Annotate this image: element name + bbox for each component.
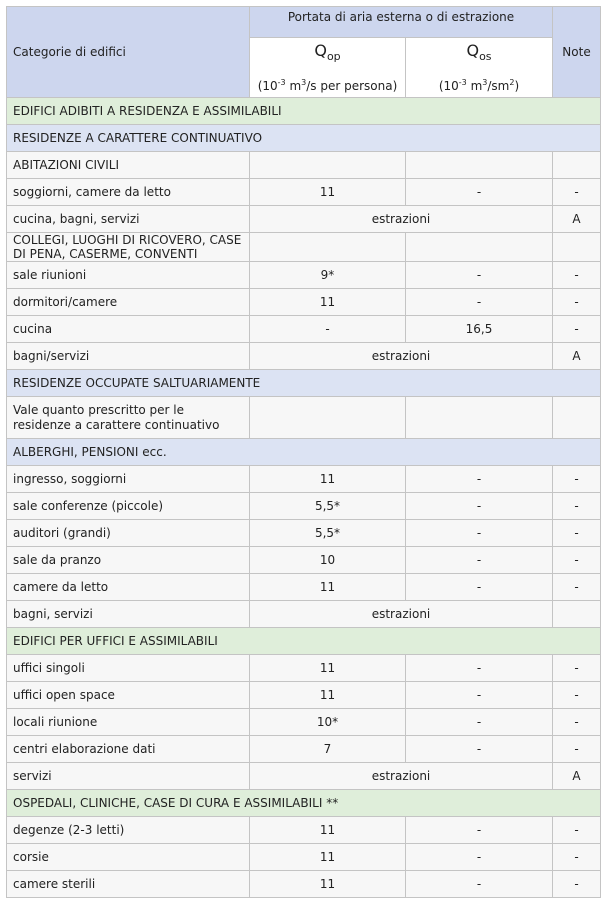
- note-value: -: [553, 262, 601, 289]
- empty-cell: [553, 233, 601, 262]
- qop-column-header: $Q_{op}$ ($10^{-3}$ $m^3/s$ per persona): [250, 38, 406, 98]
- note-value: -: [553, 493, 601, 520]
- qos-value: -: [406, 262, 553, 289]
- qos-value: -: [406, 466, 553, 493]
- subsection-row: [7, 439, 601, 466]
- row-label: soggiorni, camere da letto: [7, 179, 250, 206]
- subsection-heading: RESIDENZE OCCUPATE SALTUARIAMENTE: [7, 370, 601, 397]
- table-row: [7, 655, 601, 682]
- table-row: [7, 547, 601, 574]
- note-value: -: [553, 655, 601, 682]
- note-value: -: [553, 682, 601, 709]
- empty-cell: [406, 397, 553, 439]
- qos-value: -: [406, 289, 553, 316]
- note-value: -: [553, 817, 601, 844]
- empty-cell: [250, 152, 406, 179]
- note-value: -: [553, 520, 601, 547]
- qop-value: 9*: [250, 262, 406, 289]
- group-label: ABITAZIONI CIVILI: [7, 152, 250, 179]
- qop-value: 5,5*: [250, 493, 406, 520]
- qos-value: -: [406, 844, 553, 871]
- row-label: ingresso, soggiorni: [7, 466, 250, 493]
- qos-value: -: [406, 736, 553, 763]
- merged-value: estrazioni: [250, 206, 553, 233]
- qop-value: 11: [250, 574, 406, 601]
- section-heading: EDIFICI PER UFFICI E ASSIMILABILI: [7, 628, 601, 655]
- section-row: [7, 790, 601, 817]
- table-row: [7, 520, 601, 547]
- table-row: [7, 871, 601, 898]
- table-row: [7, 343, 601, 370]
- row-label: servizi: [7, 763, 250, 790]
- note-value: -: [553, 179, 601, 206]
- row-label: degenze (2-3 letti): [7, 817, 250, 844]
- note-value: -: [553, 709, 601, 736]
- row-label: camere sterili: [7, 871, 250, 898]
- qos-value: -: [406, 655, 553, 682]
- row-label: dormitori/camere: [7, 289, 250, 316]
- qos-value: -: [406, 547, 553, 574]
- row-label: cucina, bagni, servizi: [7, 206, 250, 233]
- qos-value: -: [406, 817, 553, 844]
- ventilation-rates-table: [6, 6, 601, 898]
- group-row: [7, 152, 601, 179]
- note-value: -: [553, 466, 601, 493]
- row-label: auditori (grandi): [7, 520, 250, 547]
- row-label: bagni, servizi: [7, 601, 250, 628]
- table-row: [7, 574, 601, 601]
- table-body: [7, 98, 601, 898]
- qop-value: 10*: [250, 709, 406, 736]
- table-row: [7, 262, 601, 289]
- note-value: A: [553, 206, 601, 233]
- table-row: [7, 736, 601, 763]
- empty-cell: [250, 397, 406, 439]
- qop-value: 10: [250, 547, 406, 574]
- note-value: -: [553, 316, 601, 343]
- qos-value: -: [406, 179, 553, 206]
- empty-cell: [406, 233, 553, 262]
- table-row: [7, 289, 601, 316]
- subsection-row: [7, 125, 601, 152]
- qop-value: -: [250, 316, 406, 343]
- table-row: [7, 466, 601, 493]
- note-value: -: [553, 289, 601, 316]
- table-header: [7, 7, 601, 98]
- qop-value: 7: [250, 736, 406, 763]
- qop-value: 11: [250, 289, 406, 316]
- row-label: sale da pranzo: [7, 547, 250, 574]
- section-row: [7, 628, 601, 655]
- note-value: -: [553, 547, 601, 574]
- qop-value: 5,5*: [250, 520, 406, 547]
- note-value: -: [553, 871, 601, 898]
- table-row: [7, 397, 601, 439]
- row-label: sale riunioni: [7, 262, 250, 289]
- note-value: -: [553, 844, 601, 871]
- row-label: uffici open space: [7, 682, 250, 709]
- table-row: [7, 493, 601, 520]
- table-row: [7, 179, 601, 206]
- qop-value: 11: [250, 871, 406, 898]
- row-label: cucina: [7, 316, 250, 343]
- qos-column-header: $Q_{os}$ ($10^{-3}$ $m^3/sm^2$): [406, 38, 553, 98]
- note-value: A: [553, 763, 601, 790]
- qop-value: 11: [250, 844, 406, 871]
- row-label: locali riunione: [7, 709, 250, 736]
- row-label: sale conferenze (piccole): [7, 493, 250, 520]
- section-heading: EDIFICI ADIBITI A RESIDENZA E ASSIMILABILI: [7, 98, 601, 125]
- qos-value: -: [406, 709, 553, 736]
- qos-value: -: [406, 574, 553, 601]
- qop-value: 11: [250, 655, 406, 682]
- note-value: -: [553, 736, 601, 763]
- row-label: camere da letto: [7, 574, 250, 601]
- table-row: [7, 709, 601, 736]
- table-row: [7, 316, 601, 343]
- empty-cell: [553, 397, 601, 439]
- note-column-header: Note: [553, 7, 601, 98]
- table-row: [7, 682, 601, 709]
- merged-value: estrazioni: [250, 343, 553, 370]
- row-label: Vale quanto prescritto per le residenze a carattere continuativo: [7, 397, 250, 439]
- table-row: [7, 763, 601, 790]
- qop-value: 11: [250, 466, 406, 493]
- row-label: uffici singoli: [7, 655, 250, 682]
- qop-value: 11: [250, 817, 406, 844]
- table-row: [7, 206, 601, 233]
- group-label: COLLEGI, LUOGHI DI RICOVERO, CASE DI PENA, CASERME, CONVENTI: [7, 233, 250, 262]
- subsection-row: [7, 370, 601, 397]
- group-row: [7, 233, 601, 262]
- row-label: centri elaborazione dati: [7, 736, 250, 763]
- table-row: [7, 817, 601, 844]
- merged-value: estrazioni: [250, 763, 553, 790]
- portata-column-header: Portata di aria esterna o di estrazione: [250, 7, 553, 38]
- note-value: -: [553, 574, 601, 601]
- qos-value: -: [406, 871, 553, 898]
- category-column-header: Categorie di edifici: [7, 7, 250, 98]
- qos-value: -: [406, 520, 553, 547]
- qos-value: -: [406, 682, 553, 709]
- row-label: corsie: [7, 844, 250, 871]
- empty-cell: [250, 233, 406, 262]
- qop-value: 11: [250, 682, 406, 709]
- subsection-heading: ALBERGHI, PENSIONI ecc.: [7, 439, 601, 466]
- qop-value: 11: [250, 179, 406, 206]
- note-value: A: [553, 343, 601, 370]
- qos-value: -: [406, 493, 553, 520]
- subsection-heading: RESIDENZE A CARATTERE CONTINUATIVO: [7, 125, 601, 152]
- section-heading: OSPEDALI, CLINICHE, CASE DI CURA E ASSIMILABILI **: [7, 790, 601, 817]
- section-row: [7, 98, 601, 125]
- note-value: [553, 601, 601, 628]
- merged-value: estrazioni: [250, 601, 553, 628]
- qos-value: 16,5: [406, 316, 553, 343]
- empty-cell: [553, 152, 601, 179]
- table-row: [7, 844, 601, 871]
- table-row: [7, 601, 601, 628]
- empty-cell: [406, 152, 553, 179]
- row-label: bagni/servizi: [7, 343, 250, 370]
